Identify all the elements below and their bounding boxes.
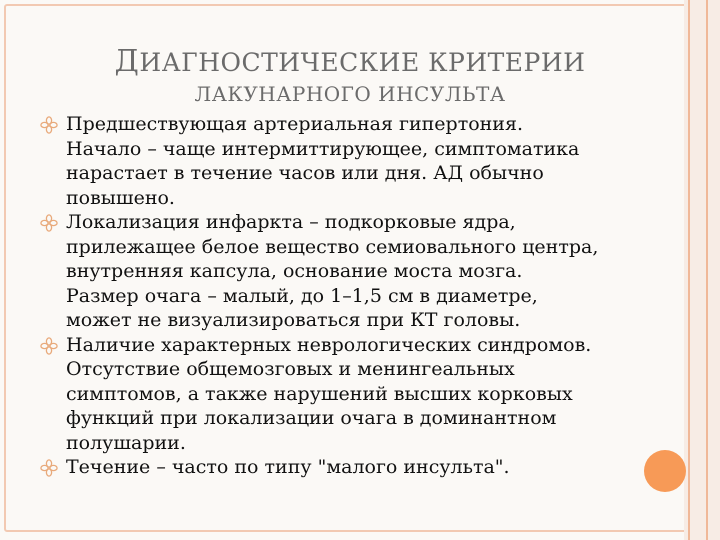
bullet-text: Наличие характерных неврологических синдромов. Отсутствие общемозговых и менингеальных симптомов, а также нарушений высших корковых функций при локализации очага в доминантном полушарии. xyxy=(66,333,592,454)
title-line-1-text: ИАГНОСТИЧЕСКИЕ КРИТЕРИИ xyxy=(139,48,586,77)
bullet-text: Течение – часто по типу "малого инсульта". xyxy=(66,456,510,478)
bullet-item xyxy=(40,210,630,333)
decorative-orange-circle xyxy=(644,450,686,492)
decorative-side-line xyxy=(688,0,690,540)
flower-bullet-icon xyxy=(40,214,58,232)
bullet-item xyxy=(40,112,630,210)
slide-title-line-1 xyxy=(0,44,700,79)
title-initial-capital: Д xyxy=(114,44,140,79)
bullet-item xyxy=(40,333,630,456)
bullet-list xyxy=(40,112,630,480)
flower-bullet-icon xyxy=(40,337,58,355)
bullet-text: Предшествующая артериальная гипертония. Начало – чаще интермиттирующее, симптоматика нарастает в течение часов или дня. АД обычно повышено. xyxy=(66,113,580,209)
bullet-item xyxy=(40,455,630,480)
bullet-text: Локализация инфаркта – подкорковые ядра, прилежащее белое вещество семиовального центра, внутренняя капсула, основание моста мозга. Размер очага – малый, до 1–1,5 см в диаметре, может не визуализироваться при КТ головы. xyxy=(66,211,599,331)
decorative-side-line-outer xyxy=(706,0,708,540)
slide-title-line-2: ЛАКУНАРНОГО ИНСУЛЬТА xyxy=(194,82,506,106)
flower-bullet-icon xyxy=(40,116,58,134)
flower-bullet-icon xyxy=(40,459,58,477)
